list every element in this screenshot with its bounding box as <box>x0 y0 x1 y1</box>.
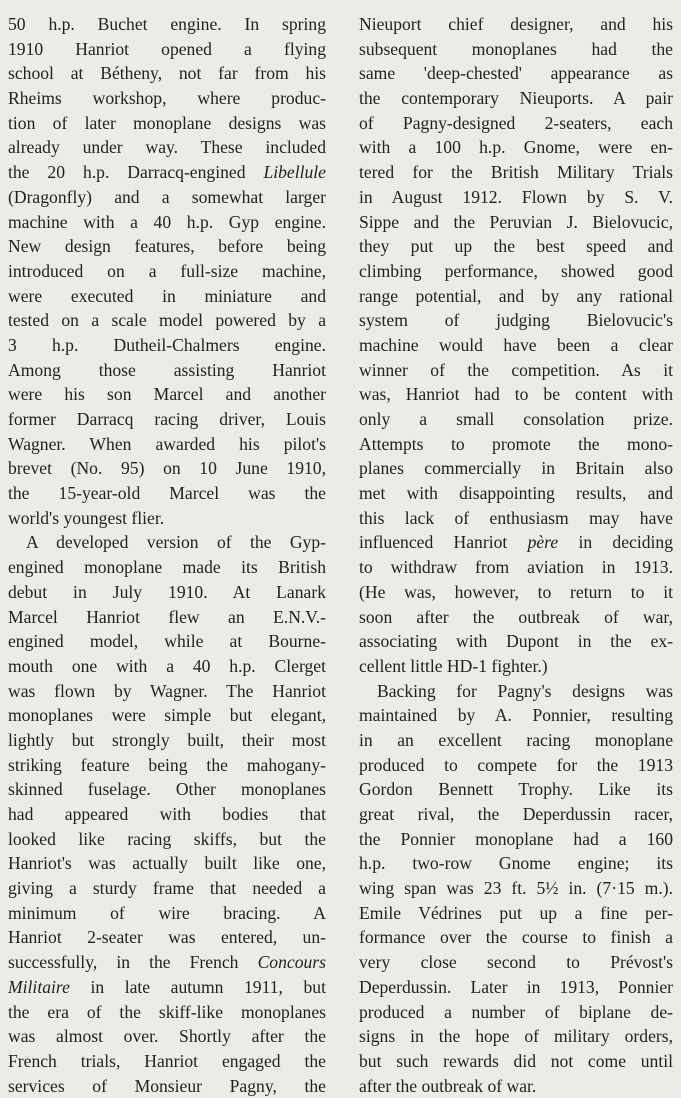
text-line: Attempts to promote the mono- <box>359 433 673 454</box>
text-line: to withdraw from aviation in 1913. <box>359 557 673 578</box>
text-line: school at Bétheny, not far from his <box>8 63 326 84</box>
text-line: in an excellent racing monoplane <box>359 729 673 750</box>
text-line: signs in the hope of military orders, <box>359 1026 673 1047</box>
text-line: climbing performance, showed good <box>359 260 673 281</box>
text-line: associating with Dupont in the ex- <box>359 631 673 652</box>
text-line: of Pagny-designed 2-seaters, each <box>359 112 673 133</box>
text-line: great rival, the Deperdussin racer, <box>359 804 673 824</box>
text-line: subsequent monoplanes had the <box>359 38 673 59</box>
text-line: former Darracq racing driver, Louis <box>8 409 326 429</box>
text-line: after the outbreak of war. <box>359 1075 537 1096</box>
text-line: successfully, in the French Concours <box>8 952 326 973</box>
text-line: maintained by A. Ponnier, resulting <box>359 705 673 726</box>
text-line: soon after the outbreak of war, <box>359 606 673 627</box>
text-line: produced to compete for the 1913 <box>359 754 673 775</box>
text-line: debut in July 1910. At Lanark <box>8 581 326 602</box>
text-line: system of judging Bielovucic's <box>359 310 673 331</box>
text-line: was almost over. Shortly after the <box>8 1026 326 1047</box>
text-line: services of Monsieur Pagny, the <box>8 1075 326 1096</box>
text-line: engined model, while at Bourne- <box>8 631 326 652</box>
text-line: very close second to Prévost's <box>359 952 673 973</box>
text-line: French trials, Hanriot engaged the <box>8 1050 326 1071</box>
text-line: lightly but strongly built, their most <box>8 729 326 750</box>
text-line: produced a number of biplane de- <box>359 1001 673 1022</box>
text-line: range potential, and by any rational <box>359 285 673 306</box>
text-line: in August 1912. Flown by S. V. <box>359 186 673 207</box>
text-line: (Dragonfly) and a somewhat larger <box>8 186 326 207</box>
text-line: Hanriot 2-seater was entered, un- <box>8 927 326 948</box>
text-line: they put up the best speed and <box>359 236 673 257</box>
text-line: monoplanes were simple but elegant, <box>8 705 326 726</box>
text-line: cellent little HD-1 fighter.) <box>359 655 548 676</box>
text-line: mouth one with a 40 h.p. Clerget <box>8 655 326 676</box>
text-line: the 20 h.p. Darracq-engined Libellule <box>8 162 326 183</box>
left-column <box>8 12 326 1098</box>
right-column <box>359 12 673 1098</box>
text-line: the era of the skiff-like monoplanes <box>8 1001 326 1022</box>
text-line: A developed version of the Gyp- <box>26 532 326 553</box>
text-line: Rheims workshop, where produc- <box>8 88 326 109</box>
text-line: had appeared with bodies that <box>8 804 326 824</box>
text-line: Hanriot's was actually built like one, <box>8 853 326 874</box>
text-line: 1910 Hanriot opened a flying <box>8 38 326 59</box>
text-line: same 'deep-chested' appearance as <box>359 63 673 84</box>
text-line: (He was, however, to return to it <box>359 581 673 602</box>
text-line: brevet (No. 95) on 10 June 1910, <box>8 458 326 479</box>
text-line: tered for the British Military Trials <box>359 162 673 183</box>
text-line: Deperdussin. Later in 1913, Ponnier <box>359 976 673 997</box>
text-line: machine with a 40 h.p. Gyp engine. <box>8 211 326 232</box>
text-line: influenced Hanriot père in deciding <box>359 532 673 553</box>
text-line: looked like racing skiffs, but the <box>8 828 326 849</box>
text-line: were executed in miniature and <box>8 285 326 306</box>
text-line: this lack of enthusiasm may have <box>359 507 673 528</box>
text-line: tion of later monoplane designs was <box>8 112 326 133</box>
text-line: tested on a scale model powered by a <box>8 310 326 331</box>
text-line: New design features, before being <box>8 236 326 257</box>
text-line: giving a sturdy frame that needed a <box>8 878 326 899</box>
text-line: was, Hanriot had to be content with <box>359 384 673 405</box>
text-line: planes commercially in Britain also <box>359 458 673 479</box>
text-line: Militaire in late autumn 1911, but <box>8 976 326 997</box>
text-line: the Ponnier monoplane had a 160 <box>359 828 673 849</box>
text-line: already under way. These included <box>8 137 326 158</box>
text-line: winner of the competition. As it <box>359 359 673 380</box>
text-line: Emile Védrines put up a fine per- <box>359 902 673 923</box>
text-line: formance over the course to finish a <box>359 927 673 948</box>
text-line: striking feature being the mahogany- <box>8 754 326 775</box>
text-line: Nieuport chief designer, and his <box>359 14 673 34</box>
text-line: machine would have been a clear <box>359 334 673 355</box>
text-line: skinned fuselage. Other monoplanes <box>8 779 326 800</box>
text-line: the contemporary Nieuports. A pair <box>359 88 673 109</box>
text-line: Gordon Bennett Trophy. Like its <box>359 779 673 800</box>
text-line: only a small consolation prize. <box>359 409 673 429</box>
text-line: 50 h.p. Buchet engine. In spring <box>8 14 326 34</box>
text-line: were his son Marcel and another <box>8 384 326 405</box>
text-line: wing span was 23 ft. 5½ in. (7·15 m.). <box>359 878 673 899</box>
text-line: h.p. two-row Gnome engine; its <box>359 853 673 874</box>
text-line: met with disappointing results, and <box>359 483 673 504</box>
text-line: engined monoplane made its British <box>8 557 326 578</box>
text-line: Among those assisting Hanriot <box>8 359 326 380</box>
text-line: Marcel Hanriot flew an E.N.V.- <box>8 606 326 627</box>
text-line: with a 100 h.p. Gnome, were en- <box>359 137 673 158</box>
text-line: introduced on a full-size machine, <box>8 260 326 281</box>
text-line: Sippe and the Peruvian J. Bielovucic, <box>359 211 673 232</box>
text-line: was flown by Wagner. The Hanriot <box>8 680 326 701</box>
text-line: Wagner. When awarded his pilot's <box>8 433 326 454</box>
text-line: 3 h.p. Dutheil-Chalmers engine. <box>8 334 326 355</box>
text-line: Backing for Pagny's designs was <box>377 680 673 701</box>
text-line: but such rewards did not come until <box>359 1050 673 1071</box>
text-line: world's youngest flier. <box>8 507 165 528</box>
text-line: the 15-year-old Marcel was the <box>8 483 326 504</box>
text-line: minimum of wire bracing. A <box>8 902 326 923</box>
